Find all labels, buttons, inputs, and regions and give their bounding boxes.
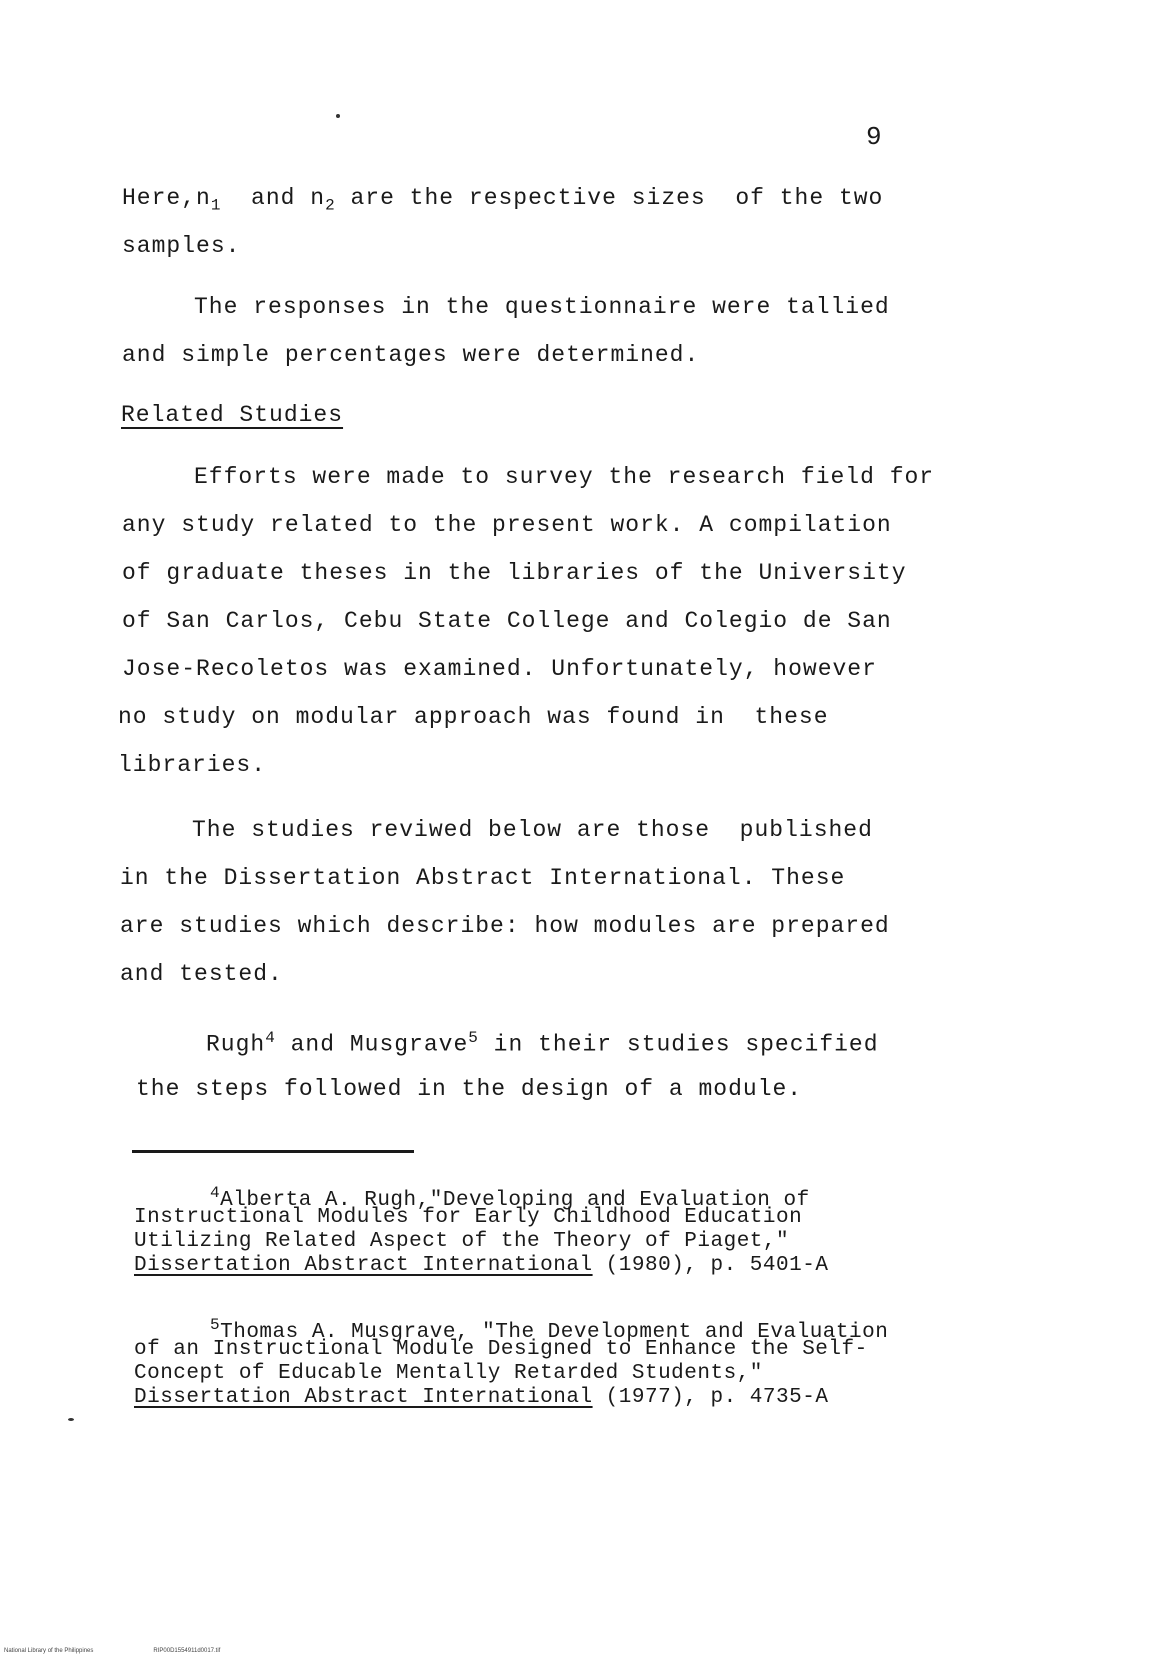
efforts-line-5: Jose-Recoletos was examined. Unfortunately, however bbox=[122, 656, 877, 682]
studies-line-1: The studies reviwed below are those published bbox=[192, 817, 873, 843]
scan-footer bbox=[4, 1648, 220, 1654]
footer-file-id: RIP00D1554911d0017.tif bbox=[153, 1648, 221, 1654]
footnote-4-line-4: Dissertation Abstract International (1980), p. 5401-A bbox=[134, 1254, 829, 1277]
efforts-line-4: of San Carlos, Cebu State College and Colegio de San bbox=[122, 608, 892, 634]
footnote-4-line-1: $^4$Alberta A. Rugh,"Developing and Evaluation of bbox=[210, 1184, 810, 1212]
footnote-5-line-1: $^5$Thomas A. Musgrave, "The Development and Evaluation bbox=[210, 1316, 889, 1344]
efforts-line-7: libraries. bbox=[118, 752, 267, 778]
studies-line-3: are studies which describe: how modules are prepared bbox=[120, 913, 890, 939]
page-number: 9 bbox=[866, 122, 882, 152]
responses-line-1: The responses in the questionnaire were tallied bbox=[194, 294, 890, 320]
footnote-4-line-2: Instructional Modules for Early Childhood Education bbox=[134, 1206, 803, 1229]
efforts-line-2: any study related to the present work. A compilation bbox=[122, 512, 892, 538]
intro-line-2: samples. bbox=[122, 233, 241, 259]
rugh-line-1: Rugh$^4$ and Musgrave$^5$ in their studies specified bbox=[206, 1029, 879, 1058]
rugh-line-2: the steps followed in the design of a module. bbox=[136, 1076, 803, 1102]
footnote-5-line-2: of an Instructional Module Designed to Enhance the Self- bbox=[134, 1338, 868, 1361]
studies-line-4: and tested. bbox=[120, 961, 283, 987]
footnote-5-line-3: Concept of Educable Mentally Retarded Students," bbox=[134, 1362, 763, 1385]
efforts-line-6: no study on modular approach was found in these bbox=[118, 704, 829, 730]
scan-speck bbox=[336, 114, 340, 118]
footnote-4-line-3: Utilizing Related Aspect of the Theory of Piaget," bbox=[134, 1230, 790, 1253]
section-heading: Related Studies bbox=[121, 402, 344, 428]
efforts-line-1: Efforts were made to survey the research field for bbox=[194, 464, 935, 490]
studies-line-2: in the Dissertation Abstract International. These bbox=[120, 865, 846, 891]
footnote-5-line-4: Dissertation Abstract International (1977), p. 4735-A bbox=[134, 1386, 829, 1409]
footnote-separator bbox=[132, 1150, 414, 1153]
efforts-line-3: of graduate theses in the libraries of the University bbox=[122, 560, 907, 586]
scan-speck bbox=[68, 1418, 74, 1421]
responses-line-2: and simple percentages were determined. bbox=[122, 342, 700, 368]
footer-library: National Library of the Philippines bbox=[4, 1648, 94, 1654]
intro-line-1: $Here,n_1$ and $n_2$ are the respective sizes of the two bbox=[122, 185, 884, 215]
